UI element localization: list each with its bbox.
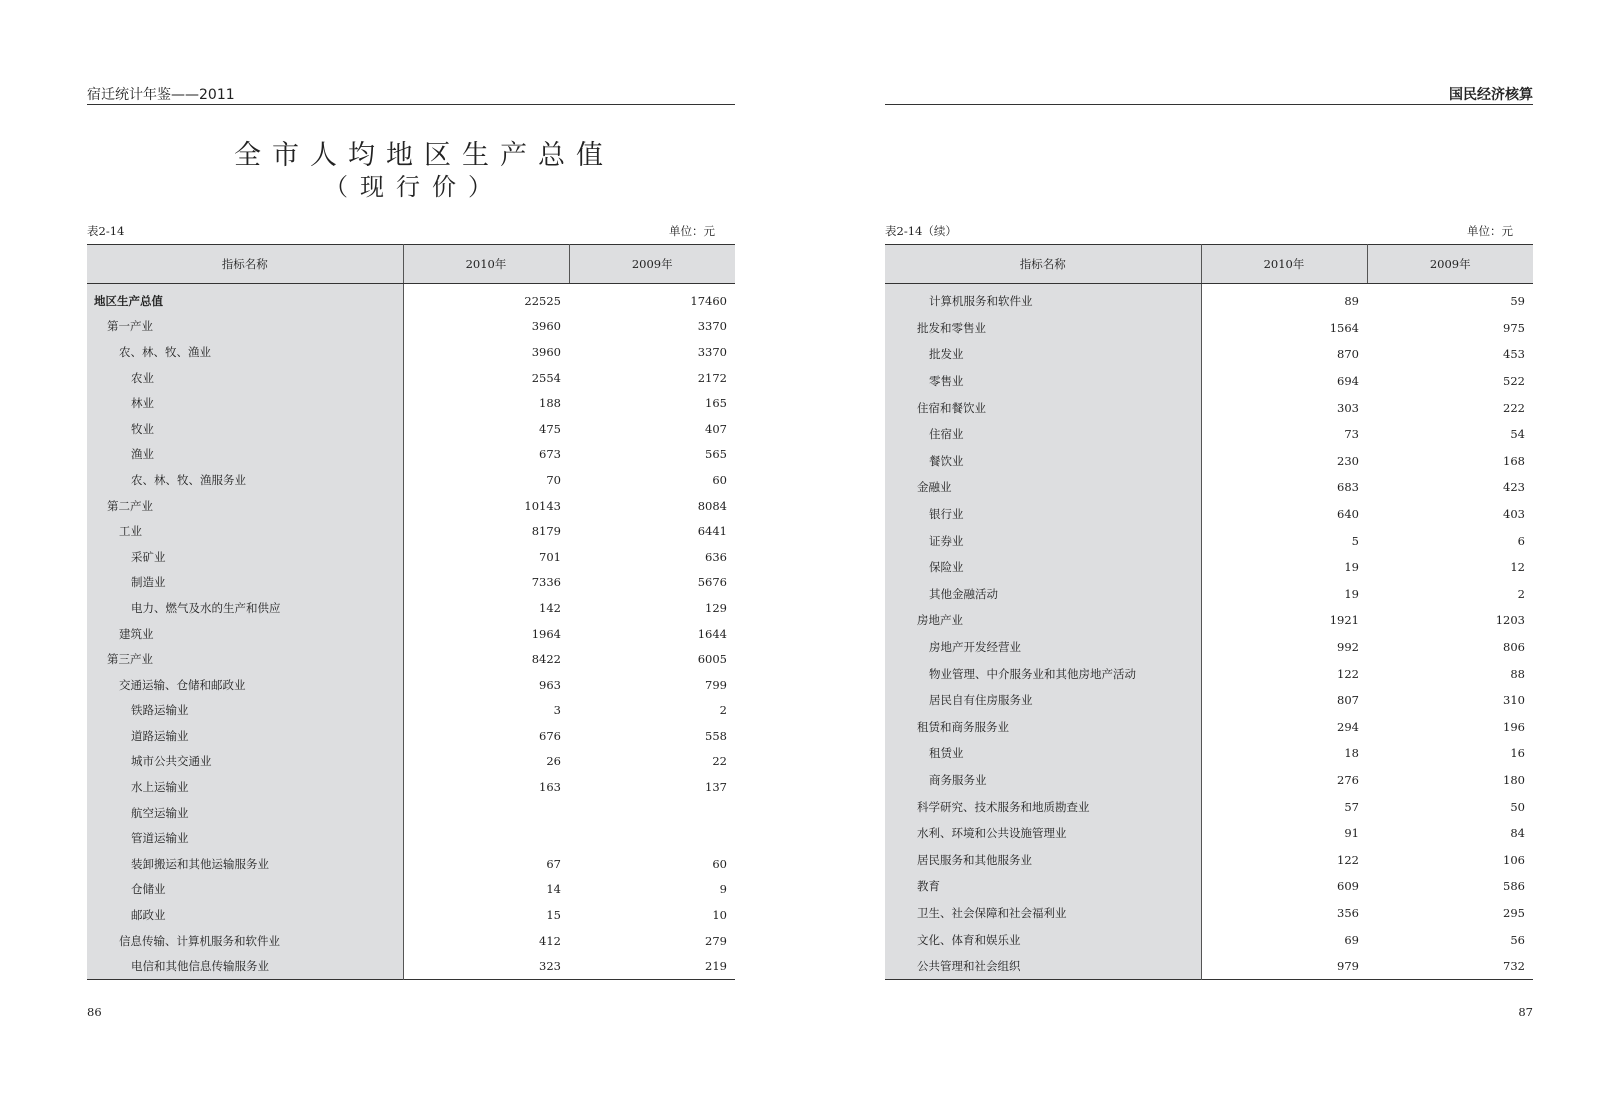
value-2010: 609 <box>1337 879 1359 894</box>
row-indicator-name: 居民自有住房服务业 <box>885 687 1201 714</box>
table-row <box>87 518 735 544</box>
table-row <box>885 846 1533 873</box>
value-2010: 276 <box>1337 772 1359 787</box>
value-2010: 475 <box>539 421 561 436</box>
table-row <box>87 800 735 826</box>
value-2010: 7336 <box>531 575 561 590</box>
value-2009: 636 <box>705 549 727 564</box>
table-row <box>885 953 1533 980</box>
value-2009: 1644 <box>697 626 727 641</box>
value-2010: 57 <box>1344 799 1359 814</box>
table-row <box>885 714 1533 741</box>
table-row <box>885 793 1533 820</box>
column-header-2010: 2010年 <box>403 245 569 284</box>
table-title-block <box>87 140 735 202</box>
value-2009: 565 <box>705 447 727 462</box>
value-2009: 6005 <box>697 652 727 667</box>
value-2009: 9 <box>719 882 727 897</box>
value-2010: 14 <box>546 882 561 897</box>
running-head-left: 宿迁统计年鉴——2011 <box>87 84 735 105</box>
table-label: 表2-14（续） <box>885 224 957 238</box>
value-2010 <box>403 800 569 826</box>
row-indicator-name: 餐饮业 <box>885 448 1201 475</box>
row-indicator-name: 林业 <box>87 390 403 416</box>
row-indicator-name: 卫生、社会保障和社会福利业 <box>885 900 1201 927</box>
value-2010: 1921 <box>1329 613 1359 628</box>
value-2010: 1964 <box>531 626 561 641</box>
value-2010: 3960 <box>531 319 561 334</box>
value-2010: 676 <box>539 728 561 743</box>
value-2009: 60 <box>712 472 727 487</box>
value-2010: 3960 <box>531 344 561 359</box>
table-row <box>885 394 1533 421</box>
value-2010: 70 <box>546 472 561 487</box>
value-2009: 3370 <box>697 319 727 334</box>
value-2010: 963 <box>539 677 561 692</box>
value-2009: 2 <box>719 703 727 718</box>
table-row <box>885 900 1533 927</box>
row-indicator-name: 城市公共交通业 <box>87 749 403 775</box>
value-2009: 453 <box>1503 347 1525 362</box>
value-2010: 122 <box>1337 852 1359 867</box>
value-2009: 56 <box>1510 932 1525 947</box>
row-indicator-name: 居民服务和其他服务业 <box>885 846 1201 873</box>
data-table-left <box>87 244 735 980</box>
value-2010: 163 <box>539 780 561 795</box>
value-2009: 799 <box>705 677 727 692</box>
value-2009: 6441 <box>697 524 727 539</box>
value-2010: 673 <box>539 447 561 462</box>
value-2009: 5676 <box>697 575 727 590</box>
value-2009: 2172 <box>697 370 727 385</box>
column-header-2009: 2009年 <box>569 245 735 284</box>
row-indicator-name: 零售业 <box>885 368 1201 395</box>
value-2010: 91 <box>1344 826 1359 841</box>
row-indicator-name: 其他金融活动 <box>885 581 1201 608</box>
row-indicator-name: 航空运输业 <box>87 800 403 826</box>
value-2010: 992 <box>1337 640 1359 655</box>
row-indicator-name: 商务服务业 <box>885 767 1201 794</box>
table-row <box>87 365 735 391</box>
row-indicator-name: 地区生产总值 <box>87 284 403 314</box>
value-2010: 412 <box>539 933 561 948</box>
row-indicator-name: 证券业 <box>885 527 1201 554</box>
row-indicator-name: 制造业 <box>87 570 403 596</box>
value-2009: 88 <box>1510 666 1525 681</box>
row-indicator-name: 金融业 <box>885 474 1201 501</box>
data-table-right <box>885 244 1533 980</box>
row-indicator-name: 保险业 <box>885 554 1201 581</box>
value-2010: 19 <box>1344 560 1359 575</box>
table-row <box>885 634 1533 661</box>
value-2009: 50 <box>1510 799 1525 814</box>
value-2010: 5 <box>1351 533 1359 548</box>
value-2009: 180 <box>1503 772 1525 787</box>
value-2010: 18 <box>1344 746 1359 761</box>
right-page <box>885 0 1533 1099</box>
table-row <box>885 873 1533 900</box>
value-2010: 230 <box>1337 453 1359 468</box>
value-2009: 54 <box>1510 427 1525 442</box>
row-indicator-name: 批发业 <box>885 341 1201 368</box>
value-2009: 586 <box>1503 879 1525 894</box>
value-2010: 2554 <box>531 370 561 385</box>
value-2009: 165 <box>705 396 727 411</box>
value-2009: 129 <box>705 600 727 615</box>
table-row <box>885 368 1533 395</box>
table-row <box>87 493 735 519</box>
value-2010: 3 <box>553 703 561 718</box>
value-2009: 403 <box>1503 507 1525 522</box>
table-row <box>87 723 735 749</box>
value-2010: 10143 <box>524 498 561 513</box>
value-2009: 10 <box>712 908 727 923</box>
table-row <box>87 442 735 468</box>
value-2009: 196 <box>1503 719 1525 734</box>
value-2009: 975 <box>1503 320 1525 335</box>
value-2010: 323 <box>539 959 561 974</box>
table-row <box>87 953 735 979</box>
value-2010: 294 <box>1337 719 1359 734</box>
row-indicator-name: 铁路运输业 <box>87 698 403 724</box>
value-2009: 423 <box>1503 480 1525 495</box>
value-2009: 6 <box>1517 533 1525 548</box>
value-2009: 84 <box>1510 826 1525 841</box>
table-meta-right <box>885 223 1513 239</box>
table-row <box>87 825 735 851</box>
table-row <box>885 767 1533 794</box>
table-row <box>885 341 1533 368</box>
value-2009: 522 <box>1503 374 1525 389</box>
row-indicator-name: 房地产开发经营业 <box>885 634 1201 661</box>
row-indicator-name: 电信和其他信息传输服务业 <box>87 953 403 979</box>
value-2009: 222 <box>1503 400 1525 415</box>
row-indicator-name: 农业 <box>87 365 403 391</box>
value-2010: 8422 <box>531 652 561 667</box>
row-indicator-name: 住宿和餐饮业 <box>885 394 1201 421</box>
row-indicator-name: 房地产业 <box>885 607 1201 634</box>
column-header-indicator: 指标名称 <box>885 245 1201 284</box>
row-indicator-name: 科学研究、技术服务和地质勘查业 <box>885 793 1201 820</box>
value-2009: 310 <box>1503 693 1525 708</box>
value-2009: 407 <box>705 421 727 436</box>
row-indicator-name: 道路运输业 <box>87 723 403 749</box>
value-2010: 89 <box>1344 294 1359 309</box>
value-2010: 15 <box>546 908 561 923</box>
value-2010: 188 <box>539 396 561 411</box>
table-row <box>87 570 735 596</box>
table-row <box>885 926 1533 953</box>
value-2010: 142 <box>539 600 561 615</box>
row-indicator-name: 第一产业 <box>87 314 403 340</box>
value-2010: 122 <box>1337 666 1359 681</box>
table-row <box>885 284 1533 315</box>
row-indicator-name: 管道运输业 <box>87 825 403 851</box>
value-2009: 8084 <box>697 498 727 513</box>
table-row <box>885 687 1533 714</box>
value-2009: 16 <box>1510 746 1525 761</box>
value-2009: 279 <box>705 933 727 948</box>
page-number-right: 87 <box>1518 1005 1533 1019</box>
value-2009: 295 <box>1503 905 1525 920</box>
table-row <box>885 660 1533 687</box>
value-2010: 683 <box>1337 480 1359 495</box>
value-2009: 22 <box>712 754 727 769</box>
table-meta-left <box>87 223 715 239</box>
page-number-left: 86 <box>87 1005 102 1019</box>
table-row <box>87 339 735 365</box>
table-row <box>87 774 735 800</box>
row-indicator-name: 租赁和商务服务业 <box>885 714 1201 741</box>
row-indicator-name: 农、林、牧、渔服务业 <box>87 467 403 493</box>
row-indicator-name: 电力、燃气及水的生产和供应 <box>87 595 403 621</box>
value-2010: 22525 <box>524 293 561 308</box>
row-indicator-name: 银行业 <box>885 501 1201 528</box>
row-indicator-name: 渔业 <box>87 442 403 468</box>
value-2009: 12 <box>1510 560 1525 575</box>
row-indicator-name: 信息传输、计算机服务和软件业 <box>87 928 403 954</box>
table-row <box>87 284 735 314</box>
value-2009: 137 <box>705 780 727 795</box>
value-2010: 807 <box>1337 693 1359 708</box>
value-2010: 303 <box>1337 400 1359 415</box>
table-row <box>885 581 1533 608</box>
table-row <box>885 527 1533 554</box>
table-row <box>885 501 1533 528</box>
table-row <box>885 607 1533 634</box>
row-indicator-name: 第二产业 <box>87 493 403 519</box>
value-2009: 219 <box>705 959 727 974</box>
running-head-right: 国民经济核算 <box>885 84 1533 105</box>
row-indicator-name: 农、林、牧、渔业 <box>87 339 403 365</box>
table-row <box>87 902 735 928</box>
row-indicator-name: 水上运输业 <box>87 774 403 800</box>
row-indicator-name: 装卸搬运和其他运输服务业 <box>87 851 403 877</box>
value-2010: 73 <box>1344 427 1359 442</box>
value-2009: 806 <box>1503 640 1525 655</box>
value-2010: 67 <box>546 856 561 871</box>
table-subtitle: （现行价） <box>324 173 504 201</box>
table-label: 表2-14 <box>87 224 125 238</box>
row-indicator-name: 教育 <box>885 873 1201 900</box>
table-unit: 单位：元 <box>1467 224 1513 238</box>
table-row <box>87 621 735 647</box>
row-indicator-name: 住宿业 <box>885 421 1201 448</box>
value-2010: 19 <box>1344 586 1359 601</box>
table-row <box>87 877 735 903</box>
table-row <box>885 315 1533 342</box>
table-body-left <box>87 284 735 980</box>
table-row <box>885 474 1533 501</box>
row-indicator-name: 邮政业 <box>87 902 403 928</box>
value-2010: 26 <box>546 754 561 769</box>
row-indicator-name: 批发和零售业 <box>885 315 1201 342</box>
left-page <box>87 0 735 1099</box>
table-row <box>87 390 735 416</box>
table-row <box>87 314 735 340</box>
value-2010: 870 <box>1337 347 1359 362</box>
value-2009: 59 <box>1510 294 1525 309</box>
table-unit: 单位：元 <box>669 224 715 238</box>
table-row <box>87 595 735 621</box>
row-indicator-name: 物业管理、中介服务业和其他房地产活动 <box>885 660 1201 687</box>
table-row <box>87 851 735 877</box>
value-2010: 694 <box>1337 374 1359 389</box>
table-row <box>87 749 735 775</box>
table-row <box>87 467 735 493</box>
column-header-indicator: 指标名称 <box>87 245 403 284</box>
value-2009: 2 <box>1517 586 1525 601</box>
value-2010 <box>403 825 569 851</box>
table-row <box>885 421 1533 448</box>
table-title: 全市人均地区生产总值 <box>234 140 614 171</box>
row-indicator-name: 仓储业 <box>87 877 403 903</box>
table-row <box>87 698 735 724</box>
row-indicator-name: 建筑业 <box>87 621 403 647</box>
row-indicator-name: 计算机服务和软件业 <box>885 284 1201 315</box>
table-row <box>87 646 735 672</box>
value-2009: 732 <box>1503 959 1525 974</box>
value-2009: 1203 <box>1495 613 1525 628</box>
row-indicator-name: 第三产业 <box>87 646 403 672</box>
column-header-2010: 2010年 <box>1201 245 1367 284</box>
value-2009 <box>569 800 735 826</box>
row-indicator-name: 租赁业 <box>885 740 1201 767</box>
value-2010: 69 <box>1344 932 1359 947</box>
table-body-right <box>885 284 1533 980</box>
value-2010: 979 <box>1337 959 1359 974</box>
value-2009: 168 <box>1503 453 1525 468</box>
table-row <box>87 672 735 698</box>
table-row <box>885 448 1533 475</box>
table-row <box>87 928 735 954</box>
row-indicator-name: 文化、体育和娱乐业 <box>885 926 1201 953</box>
table-row <box>87 544 735 570</box>
value-2009: 17460 <box>690 293 727 308</box>
row-indicator-name: 交通运输、仓储和邮政业 <box>87 672 403 698</box>
value-2010: 1564 <box>1329 320 1359 335</box>
row-indicator-name: 公共管理和社会组织 <box>885 953 1201 980</box>
value-2009: 558 <box>705 728 727 743</box>
table-header-row <box>885 245 1533 284</box>
row-indicator-name: 采矿业 <box>87 544 403 570</box>
value-2010: 8179 <box>531 524 561 539</box>
table-row <box>885 820 1533 847</box>
column-header-2009: 2009年 <box>1367 245 1533 284</box>
value-2010: 640 <box>1337 507 1359 522</box>
value-2009 <box>569 825 735 851</box>
table-row <box>885 554 1533 581</box>
table-header-row <box>87 245 735 284</box>
row-indicator-name: 水利、环境和公共设施管理业 <box>885 820 1201 847</box>
table-row <box>87 416 735 442</box>
value-2010: 701 <box>539 549 561 564</box>
value-2009: 60 <box>712 856 727 871</box>
value-2009: 106 <box>1503 852 1525 867</box>
table-row <box>885 740 1533 767</box>
row-indicator-name: 牧业 <box>87 416 403 442</box>
value-2010: 356 <box>1337 905 1359 920</box>
value-2009: 3370 <box>697 344 727 359</box>
row-indicator-name: 工业 <box>87 518 403 544</box>
